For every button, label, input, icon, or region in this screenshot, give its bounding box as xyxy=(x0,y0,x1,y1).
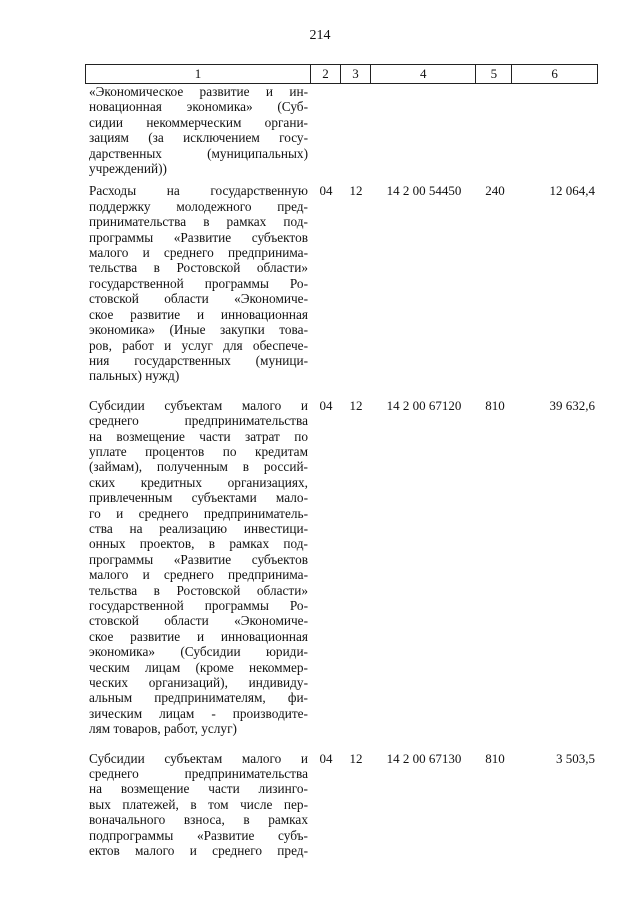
subsection-cell xyxy=(341,84,371,176)
description-line: стовской области «Экономиче- xyxy=(89,613,308,629)
description-line: программы «Развитие субъектов xyxy=(89,229,308,245)
description-line: зическим лицам - производите- xyxy=(89,705,308,721)
description-line: уплате процентов по кредитам xyxy=(89,443,308,459)
description-line: ческим лицам (кроме некоммер- xyxy=(89,659,308,675)
target-article-cell: 14 2 00 67120 xyxy=(386,397,462,413)
description-line: программы «Развитие субъектов xyxy=(89,551,308,567)
description-line: «Экономическое развитие и ин- xyxy=(89,84,308,99)
section-cell: 04 xyxy=(319,397,333,413)
description-line: вых платежей, в том числе пер- xyxy=(89,796,308,812)
column-header-5: 5 xyxy=(476,65,512,83)
expense-type-cell: 810 xyxy=(485,750,505,766)
description-cell xyxy=(85,84,311,176)
amount-cell xyxy=(513,84,598,176)
description-line: подпрограммы «Развитие субъ- xyxy=(89,827,308,843)
description-line: на возмещение части лизинго- xyxy=(89,781,308,797)
description-line: тельства в Ростовской области» xyxy=(89,260,308,276)
expense-type-cell: 240 xyxy=(485,183,505,199)
description-line: государственной программы Ро- xyxy=(89,598,308,613)
description-line: лям товаров, работ, услуг) xyxy=(89,721,237,737)
subsection-cell: 12 xyxy=(349,750,363,766)
description-line: Субсидии субъектам малого и xyxy=(89,397,308,413)
description-cell xyxy=(85,183,311,383)
description-line: экономика» (Иные закупки това- xyxy=(89,322,308,338)
description-line: на возмещение части затрат по xyxy=(89,428,308,444)
description-line: ских кредитных организациях, xyxy=(89,474,308,490)
description-line: дарственных (муниципальных) xyxy=(89,145,308,161)
target-article-cell xyxy=(371,84,477,176)
description-line: экономика» (Субсидии юриди- xyxy=(89,644,308,660)
column-header-6: 6 xyxy=(551,66,558,81)
description-line: ское развитие и инновационная xyxy=(89,628,308,644)
column-header-2: 2 xyxy=(311,65,341,83)
description-line: принимательства в рамках под- xyxy=(89,214,308,230)
table-header-row xyxy=(85,64,598,84)
table-row xyxy=(85,398,598,737)
description-line: тельства в Ростовской области» xyxy=(89,582,308,598)
description-line: ское развитие и инновационная xyxy=(89,306,308,322)
description-line: государственной программы Ро- xyxy=(89,275,308,291)
description-line: ческих организаций), индивиду- xyxy=(89,675,308,691)
amount-cell: 3 503,5 xyxy=(556,750,595,766)
description-line: среднего предпринимательства xyxy=(89,766,308,782)
description-line: воначального взноса, в рамках xyxy=(89,812,308,828)
description-line: Расходы на государственную xyxy=(89,183,308,199)
description-line: привлеченным субъектами мало- xyxy=(89,490,308,506)
description-line: малого и среднего предпринима- xyxy=(89,245,308,261)
description-line: сидии некоммерческим органи- xyxy=(89,114,308,130)
description-line: учреждений)) xyxy=(89,161,167,177)
description-line: стовской области «Экономиче- xyxy=(89,291,308,307)
description-line: ров, работ и услуг для обеспече- xyxy=(89,337,308,353)
amount-cell: 39 632,6 xyxy=(549,397,595,413)
description-cell xyxy=(85,398,311,737)
section-cell: 04 xyxy=(319,183,333,199)
description-line: среднего предпринимательства xyxy=(89,413,308,429)
section-cell: 04 xyxy=(319,750,333,766)
description-line: ектов малого и среднего пред- xyxy=(89,843,308,859)
description-line: альным предпринимателям, фи- xyxy=(89,690,308,706)
subsection-cell: 12 xyxy=(349,183,363,199)
description-line: поддержку молодежного пред- xyxy=(89,198,308,214)
expense-type-cell xyxy=(477,84,513,176)
description-line: ства на реализацию инвестици- xyxy=(89,520,308,536)
description-cell xyxy=(85,751,311,859)
expense-type-cell: 810 xyxy=(485,397,505,413)
section-cell xyxy=(311,84,341,176)
description-line: го и среднего предприниматель- xyxy=(89,505,308,521)
description-line: зациям (за исключением госу- xyxy=(89,130,308,146)
column-header-4: 4 xyxy=(371,65,477,83)
subsection-cell: 12 xyxy=(349,397,363,413)
description-line: новационная экономика» (Суб- xyxy=(89,99,308,115)
budget-table xyxy=(85,84,598,859)
table-row xyxy=(85,84,598,176)
page-number: 214 xyxy=(309,28,331,43)
table-row xyxy=(85,183,598,383)
table-row xyxy=(85,751,598,859)
column-header-1: 1 xyxy=(86,65,311,83)
description-line: ния государственных (муници- xyxy=(89,352,308,368)
target-article-cell: 14 2 00 54450 xyxy=(386,183,462,199)
description-line: онных проектов, в рамках под- xyxy=(89,536,308,552)
description-line: (займам), полученным в россий- xyxy=(89,459,308,475)
target-article-cell: 14 2 00 67130 xyxy=(386,750,462,766)
column-header-3: 3 xyxy=(341,65,371,83)
amount-cell: 12 064,4 xyxy=(549,183,595,199)
description-line: малого и среднего предпринима- xyxy=(89,567,308,583)
description-line: пальных) нужд) xyxy=(89,368,180,384)
description-line: Субсидии субъектам малого и xyxy=(89,750,308,766)
